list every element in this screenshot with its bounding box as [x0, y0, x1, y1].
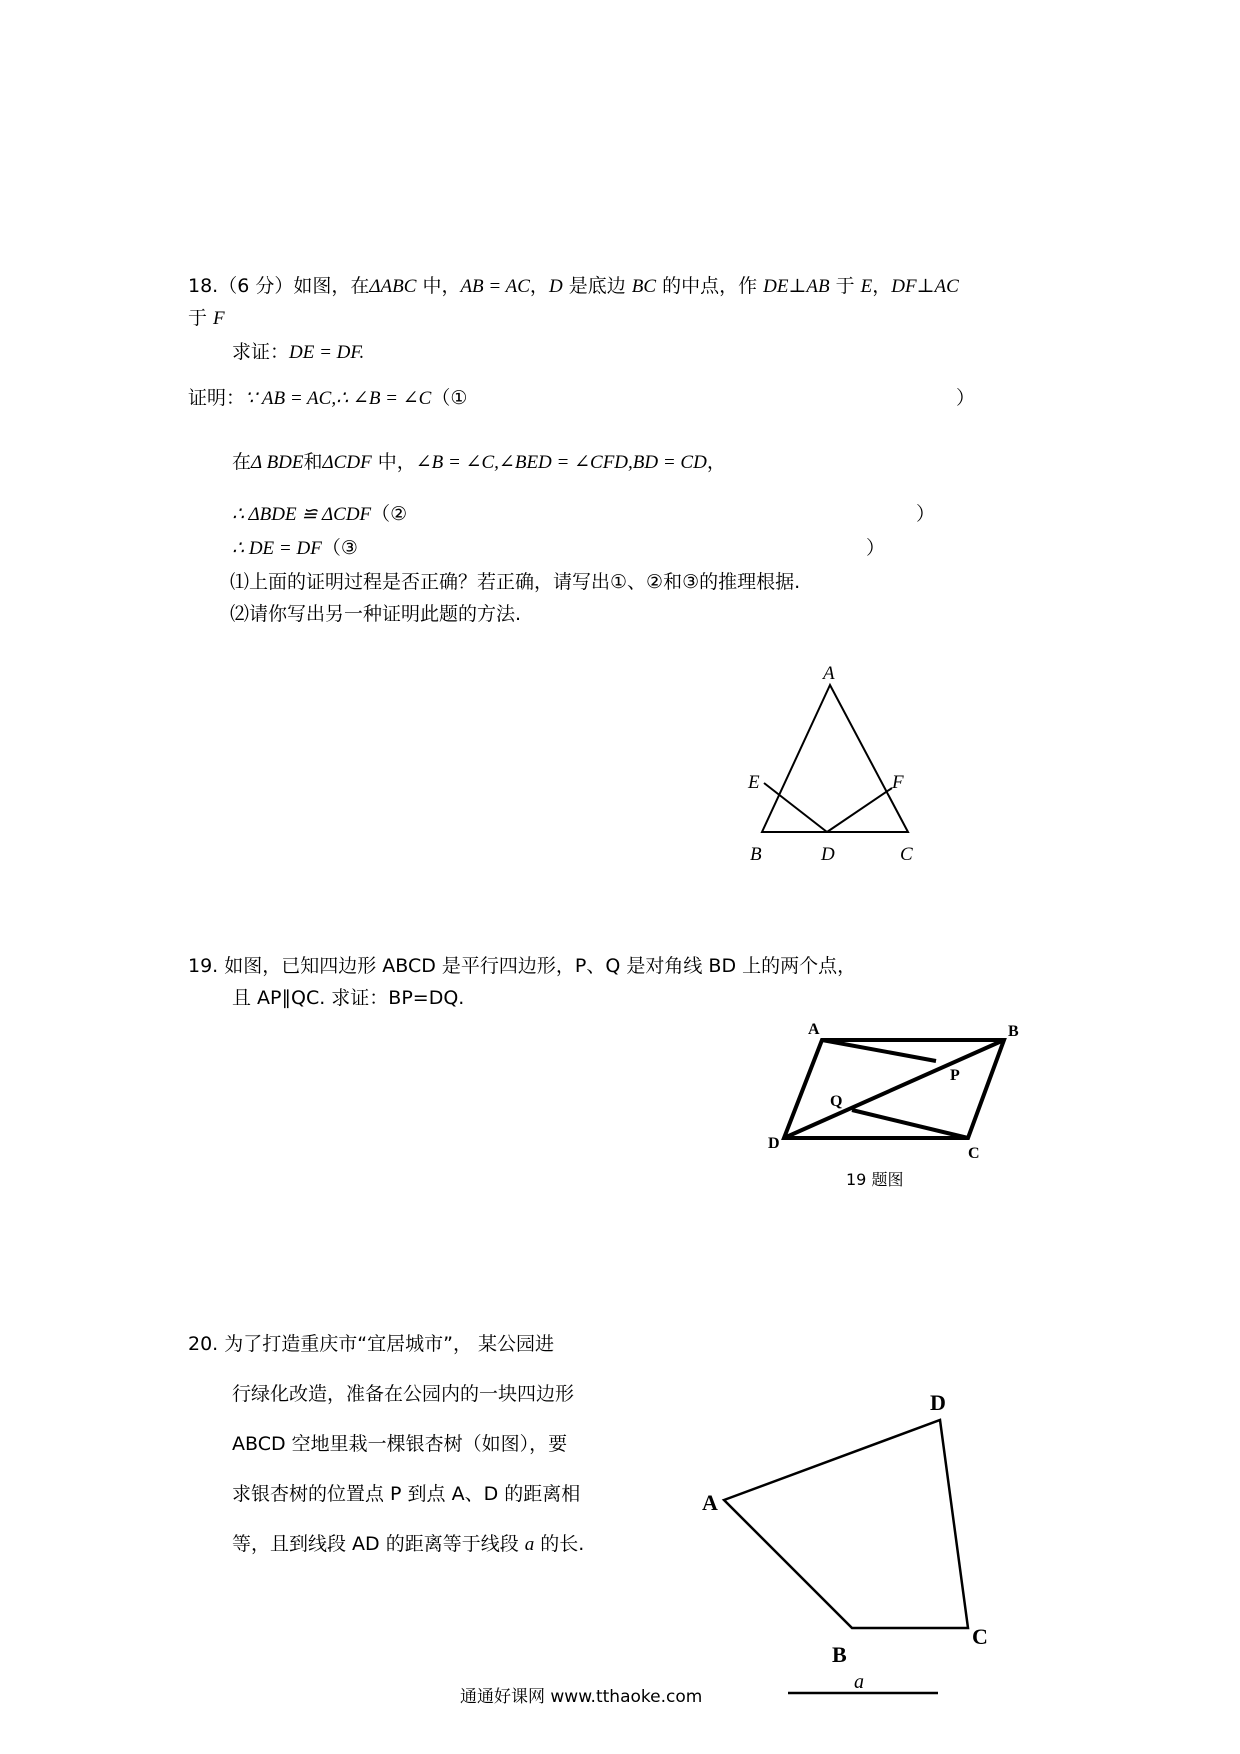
q18-subquestion-1: ⑴上面的证明过程是否正确？若正确，请写出①、②和③的推理根据. [230, 571, 801, 593]
triangle-abc [762, 685, 908, 832]
q18-proof-close2: ） [916, 503, 936, 525]
q18-proof-close3: ） [866, 537, 886, 559]
label-b: B [1008, 1023, 1019, 1040]
q20-line2: 行绿化改造，准备在公园内的一块四边形 [232, 1383, 575, 1405]
label-a: A [823, 663, 835, 684]
q19-line2: 且 AP∥QC. 求证：BP=DQ. [232, 987, 465, 1009]
q18-proof-line1: 证明：∵ AB = AC,∴ ∠B = ∠C（① [188, 387, 468, 409]
q20-quadrilateral-figure [690, 1370, 1020, 1710]
label-c: C [972, 1624, 988, 1649]
label-f: F [892, 772, 904, 793]
q18-proof-line4: ∴ DE = DF（③ [232, 537, 358, 559]
q18-line1: 18.（6 分）如图，在ΔABC 中，AB = AC，D 是底边 BC 的中点，作 DE⊥AB 于 E，DF⊥AC [188, 275, 959, 297]
label-a: A [808, 1021, 820, 1038]
label-b: B [832, 1642, 847, 1667]
q20-line4: 求银杏树的位置点 P 到点 A、D 的距离相 [232, 1483, 581, 1505]
label-p: P [950, 1067, 960, 1084]
label-d: D [930, 1390, 946, 1415]
q20-line3: ABCD 空地里栽一棵银杏树（如图），要 [232, 1433, 568, 1455]
q19-line1: 19. 如图，已知四边形 ABCD 是平行四边形，P、Q 是对角线 BD 上的两个点， [188, 955, 857, 977]
segment-qc [852, 1110, 968, 1138]
label-b: B [750, 844, 762, 865]
label-d: D [821, 844, 835, 865]
q18-proof-close1: ） [956, 387, 976, 409]
label-a: A [702, 1490, 718, 1515]
q18-proof-line3: ∴ ΔBDE ≌ ΔCDF（② [232, 503, 408, 525]
segment-df [827, 788, 892, 832]
label-e: E [748, 772, 760, 793]
footer-watermark: 通通好课网 www.tthaoke.com [460, 1687, 703, 1707]
q18-prove: 求证：DE = DF. [232, 341, 365, 363]
q18-triangle-figure [720, 655, 940, 865]
q18-subquestion-2: ⑵请你写出另一种证明此题的方法. [230, 603, 522, 625]
label-a-length: a [854, 1671, 864, 1693]
label-q: Q [830, 1093, 843, 1110]
q18-proof-line2: 在Δ BDE和ΔCDF 中，∠B = ∠C,∠BED = ∠CFD,BD = CD， [232, 451, 726, 473]
quadrilateral-abcd [724, 1420, 968, 1628]
q20-line5: 等，且到线段 AD 的距离等于线段 a 的长. [232, 1533, 585, 1555]
label-c: C [968, 1145, 980, 1162]
q19-caption: 19 题图 [846, 1170, 904, 1189]
q20-line1: 20. 为了打造重庆市“宜居城市”， 某公园进 [188, 1333, 554, 1355]
label-d: D [768, 1135, 780, 1152]
q18-line2: 于 F [188, 307, 225, 329]
segment-ap [822, 1040, 936, 1061]
q19-parallelogram-figure [760, 1012, 1040, 1192]
label-c: C [900, 844, 913, 865]
